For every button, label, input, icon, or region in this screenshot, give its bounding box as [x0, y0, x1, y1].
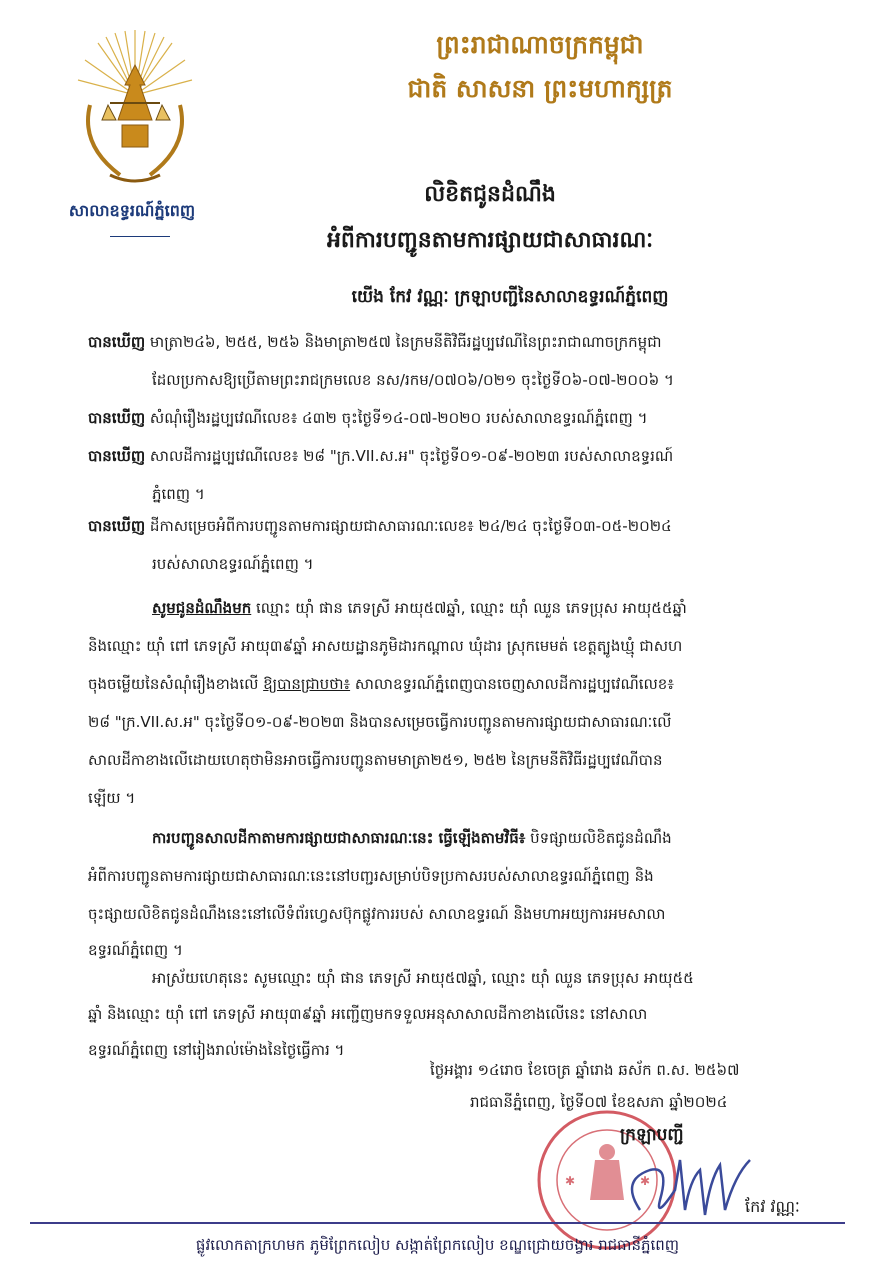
recital-lead: បានឃើញ	[88, 447, 146, 465]
footer-divider	[30, 1222, 845, 1224]
para2-line-3: ចុះផ្សាយលិខិតជូនដំណឹងនេះនៅលើទំព័រហ្វេសប៊ុកផ្លូវការរបស់ សាលាឧទ្ធរណ៍ និងមហាអយ្យការអមសាលា	[88, 905, 666, 923]
para-text: បិទផ្សាយលិខិតជូនដំណឹង	[525, 829, 672, 847]
para3-line-2: ឆ្នាំ និងឈ្មោះ យ៉ាំ ពៅ ភេទស្រី អាយុ៣៩ឆ្នាំ អញ្ជើញមកទទួលអនុសាសាលដីកាខាងលើនេះ នៅសាលា	[88, 1005, 648, 1023]
document-subtitle: អំពីការបញ្ជូនតាមការផ្សាយជាសាធារណៈ	[326, 228, 654, 253]
recital-4-line-2: របស់សាលាឧទ្ធរណ៍ភ្នំពេញ ។	[152, 555, 314, 573]
para2-line-2: អំពីការបញ្ជូនតាមការផ្សាយជាសាធារណៈនេះនៅបញ្ជរសម្រាប់បិទប្រកាសរបស់សាលាឧទ្ធរណ៍ភ្នំពេញ និង	[88, 867, 654, 885]
para3-line-1: អាស្រ័យហេតុនេះ សូមឈ្មោះ យ៉ាំ ផាន ភេទស្រី អាយុ៥៧ឆ្នាំ, ឈ្មោះ យ៉ាំ ឈួន ភេទប្រុស អាយុ៥៥	[152, 969, 694, 987]
signatory-title: ក្រឡាបញ្ជី	[620, 1125, 684, 1145]
handwritten-signature	[600, 1140, 760, 1230]
recital-3-line-1	[88, 446, 673, 466]
kingdom-heading: ព្រះរាជាណាចក្រកម្ពុជា	[436, 30, 644, 59]
notice-lead: សូមជូនដំណឹងមក	[152, 599, 252, 617]
recital-4-line-1	[88, 516, 672, 536]
recital-1-line-2: ដែលប្រកាសឱ្យប្រើតាមព្រះរាជក្រមលេខ នស/រកម/០៧០៦/០២១ ចុះថ្ងៃទី០៦-០៧-២០០៦ ។	[152, 371, 674, 389]
solar-date: រាជធានីភ្នំពេញ, ថ្ងៃទី០៧ ខែឧសភា ឆ្នាំ២០២៤	[470, 1093, 728, 1111]
svg-text:✱: ✱	[640, 1174, 651, 1188]
svg-text:✱: ✱	[565, 1174, 576, 1188]
recital-text: សំណុំរឿងរដ្ឋប្បវេណីលេខ៖ ៤៣២ ចុះថ្ងៃទី១៤-០៧-២០២០ របស់សាលាឧទ្ធរណ៍ភ្នំពេញ ។	[149, 409, 648, 427]
motto-heading: ជាតិ សាសនា ព្រះមហាក្សត្រ	[407, 74, 673, 103]
recital-lead: បានឃើញ	[88, 333, 146, 351]
recital-lead: បានឃើញ	[88, 517, 146, 535]
para2-line-1	[152, 828, 672, 848]
para1-line-4: ២៨ "ក្រ.VII.ស.អ" ចុះថ្ងៃទី០១-០៩-២០២៣ និងបានសម្រេចធ្វើការបញ្ជូនតាមការផ្សាយជាសាធារណៈលើ	[88, 713, 672, 731]
recital-1-line-1	[88, 332, 662, 352]
signatory-name: កែវ វណ្ណៈ	[745, 1197, 800, 1216]
recital-text: សាលដីការដ្ឋប្បវេណីលេខ៖ ២៨ "ក្រ.VII.ស.អ" ចុះថ្ងៃទី០១-០៩-២០២៣ របស់សាលាឧទ្ធរណ៍	[149, 447, 674, 465]
recital-text: មាត្រា២៤៦, ២៥៥, ២៥៦ និងមាត្រា២៥៧ នៃក្រមនីតិវិធីរដ្ឋប្បវេណីនៃព្រះរាជាណាចក្រកម្ពុជា	[149, 333, 662, 351]
court-name: សាលាឧទ្ធរណ៍ភ្នំពេញ	[68, 201, 196, 220]
underlined-text: ឱ្យបានជ្រាបថា៖	[263, 675, 351, 693]
para1-line-6: ឡើយ ។	[88, 789, 136, 807]
recital-lead: បានឃើញ	[88, 409, 146, 427]
recital-text: ដីកាសម្រេចអំពីការបញ្ជូនតាមការផ្សាយជាសាធារណៈលេខ៖ ២៤/២៤ ចុះថ្ងៃទី០៣-០៥-២០២៤	[149, 517, 672, 535]
para3-line-3: ឧទ្ធរណ៍ភ្នំពេញ នៅរៀងរាល់ម៉ោងនៃថ្ងៃធ្វើការ ។	[88, 1041, 345, 1059]
sender-line: យើង កែវ វណ្ណៈ ក្រឡាបញ្ជីនៃសាលាឧទ្ធរណ៍ភ្នំពេញ	[351, 287, 669, 307]
court-name-divider	[110, 236, 170, 237]
para1-line-2: និងឈ្មោះ យ៉ាំ ពៅ ភេទស្រី អាយុ៣៩ឆ្នាំ អាសយដ្ឋានភូមិដារកណ្ដាល ឃុំដារ ស្រុកមេមត់ ខេត្តត្បូងឃ្មុំ ជាសហ	[88, 637, 683, 655]
para1-line-5: សាលដីកាខាងលើដោយហេតុថាមិនអាចធ្វើការបញ្ជូនតាមមាត្រា២៥១, ២៥២ នៃក្រមនីតិវិធីរដ្ឋប្បវេណីបាន	[88, 751, 663, 769]
recital-3-line-2: ភ្នំពេញ ។	[152, 485, 205, 503]
recital-2-line-1	[88, 408, 647, 428]
para-text: ឈ្មោះ យ៉ាំ ផាន ភេទស្រី អាយុ៥៧ឆ្នាំ, ឈ្មោះ យ៉ាំ ឈួន ភេទប្រុស អាយុ៥៥ឆ្នាំ	[256, 599, 687, 617]
lunar-date: ថ្ងៃអង្គារ ១៤រោច ខែចេត្រ ឆ្នាំរោង ឆស័ក ព.ស. ២៥៦៧	[430, 1061, 740, 1079]
method-lead: ការបញ្ជូនសាលដីកាតាមការផ្សាយជាសាធារណៈនេះ ធ្វើឡើងតាមវិធី៖	[152, 829, 526, 847]
court-emblem-logo	[60, 25, 210, 195]
para2-line-4: ឧទ្ធរណ៍ភ្នំពេញ ។	[88, 941, 183, 959]
para1-line-1	[152, 598, 687, 618]
footer-address: ផ្លូវលោកតាក្រហមក ភូមិព្រែកលៀប សង្កាត់ព្រែកលៀប ខណ្ឌជ្រោយចង្វារ រាជធានីភ្នំពេញ	[195, 1236, 680, 1254]
para-text: ចុងចម្លើយនៃសំណុំរឿងខាងលើ	[88, 675, 264, 693]
document-title: លិខិតជូនដំណឹង	[424, 182, 556, 207]
para1-line-3	[88, 674, 674, 694]
para-text: សាលាឧទ្ធរណ៍ភ្នំពេញបានចេញសាលដីការដ្ឋប្បវេណីលេខ៖	[350, 675, 674, 693]
